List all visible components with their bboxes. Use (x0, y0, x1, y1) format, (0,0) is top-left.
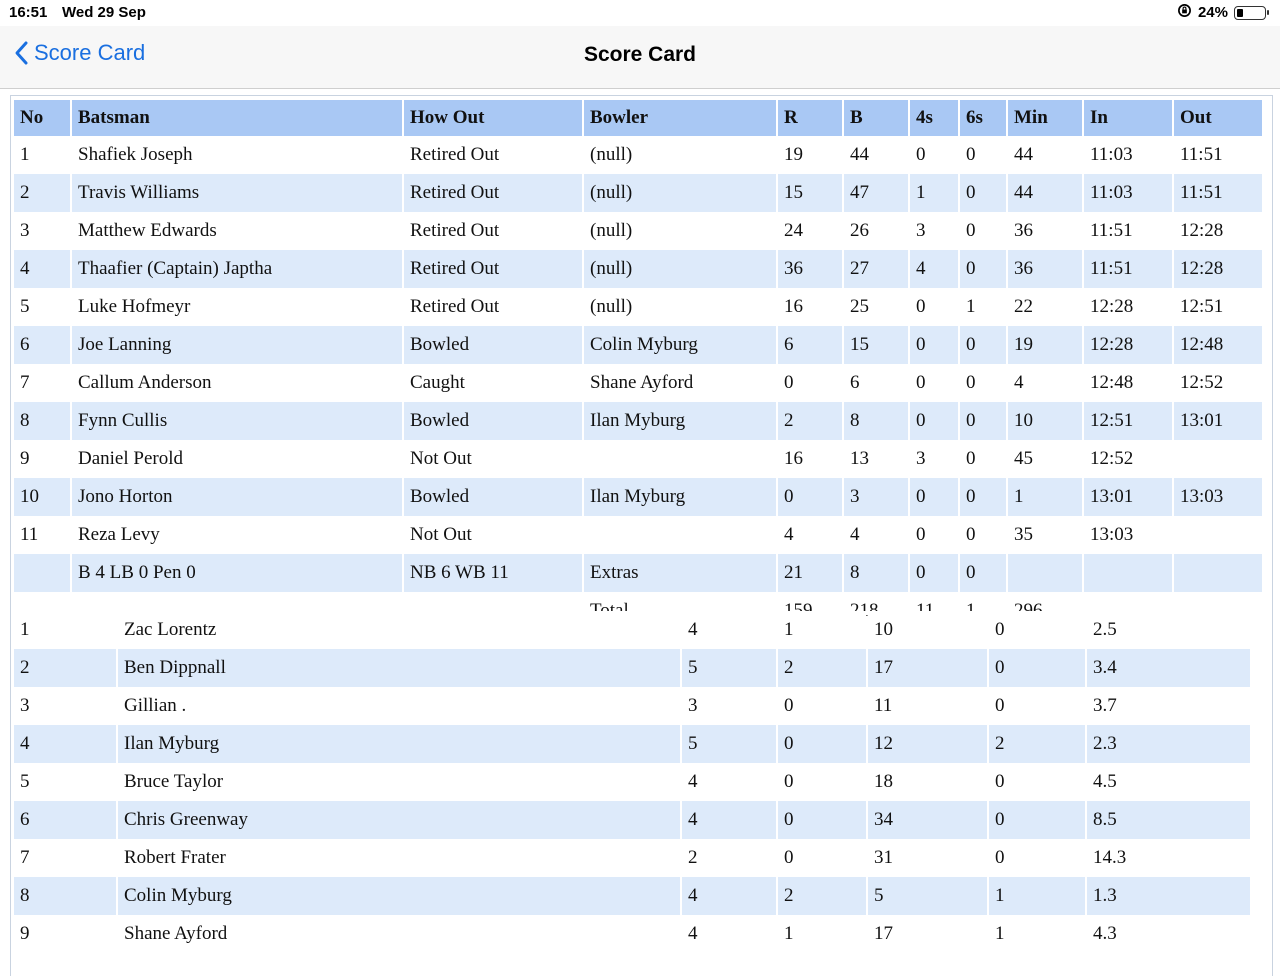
bowling-cell: 4 (682, 763, 776, 801)
batting-cell: Jono Horton (72, 478, 402, 516)
bowling-cell: 3 (14, 687, 116, 725)
batting-cell (1008, 554, 1082, 592)
batting-cell: Bowled (404, 326, 582, 364)
bowling-cell: 12 (868, 725, 987, 763)
column-header-in: In (1084, 100, 1172, 136)
column-header-batsman: Batsman (72, 100, 402, 136)
batting-cell: 0 (910, 288, 958, 326)
bowling-table (12, 611, 1252, 953)
bowling-cell: 5 (682, 725, 776, 763)
column-header-r: R (778, 100, 842, 136)
batting-cell: 26 (844, 212, 908, 250)
batting-cell: Retired Out (404, 212, 582, 250)
batting-cell: 4 (1008, 364, 1082, 402)
batting-cell: 8 (844, 554, 908, 592)
bowling-cell: 3.4 (1087, 649, 1250, 687)
batting-cell: Not Out (404, 516, 582, 554)
navigation-bar (0, 26, 1280, 89)
batting-cell: 5 (14, 288, 70, 326)
batting-cell: 44 (1008, 136, 1082, 174)
column-header-bowler: Bowler (584, 100, 776, 136)
bowling-cell: 1 (989, 877, 1085, 915)
batting-row (14, 136, 1262, 174)
batting-row (14, 174, 1262, 212)
bowling-cell: 3 (682, 687, 776, 725)
bowling-row (14, 877, 1250, 915)
batting-cell: 12:28 (1084, 326, 1172, 364)
batting-cell: 11:51 (1084, 250, 1172, 288)
batting-cell (1174, 440, 1262, 478)
batting-cell: 12:52 (1174, 364, 1262, 402)
batting-cell: 44 (1008, 174, 1082, 212)
batting-cell: 0 (910, 516, 958, 554)
bowling-cell: 2 (682, 839, 776, 877)
bowling-cell: 2.3 (1087, 725, 1250, 763)
batting-cell (1174, 516, 1262, 554)
batting-cell: 4 (778, 516, 842, 554)
bowling-cell: 0 (778, 763, 866, 801)
batting-cell: 6 (14, 326, 70, 364)
batting-cell: 11 (14, 516, 70, 554)
bowling-cell: 4 (682, 877, 776, 915)
batting-row (14, 288, 1262, 326)
bowling-cell: 0 (778, 839, 866, 877)
batting-cell: 0 (778, 478, 842, 516)
batting-cell: 10 (1008, 402, 1082, 440)
batting-cell: Retired Out (404, 250, 582, 288)
batting-cell: Callum Anderson (72, 364, 402, 402)
bowling-cell: 17 (868, 649, 987, 687)
batting-cell: 47 (844, 174, 908, 212)
batting-cell: 27 (844, 250, 908, 288)
batting-row (14, 250, 1262, 288)
batting-cell: 4 (910, 250, 958, 288)
batting-cell: 1 (14, 136, 70, 174)
batting-cell: 11:03 (1084, 174, 1172, 212)
bowling-cell: Zac Lorentz (118, 611, 680, 649)
batting-cell: 16 (778, 288, 842, 326)
bowling-cell: 0 (989, 763, 1085, 801)
rotation-lock-icon (1177, 3, 1192, 22)
bowling-cell: 7 (14, 839, 116, 877)
status-bar (0, 0, 1280, 26)
batting-cell: 12:48 (1084, 364, 1172, 402)
batting-cell: NB 6 WB 11 (404, 554, 582, 592)
batting-cell: Retired Out (404, 136, 582, 174)
batting-table (12, 100, 1264, 630)
bowling-row (14, 611, 1250, 649)
batting-row (14, 478, 1262, 516)
batting-cell: Ilan Myburg (584, 478, 776, 516)
column-header-4s: 4s (910, 100, 958, 136)
batting-cell: 0 (910, 478, 958, 516)
batting-cell: 7 (14, 364, 70, 402)
bowling-cell: Ben Dippnall (118, 649, 680, 687)
bowling-cell: 34 (868, 801, 987, 839)
batting-cell: 8 (844, 402, 908, 440)
batting-clip (0, 89, 1280, 609)
batting-cell: 0 (910, 554, 958, 592)
batting-cell: 0 (960, 478, 1006, 516)
bowling-cell: 4 (682, 801, 776, 839)
bowling-cell: 4 (682, 611, 776, 649)
batting-row (14, 402, 1262, 440)
bowling-cell: 0 (989, 649, 1085, 687)
batting-cell: 0 (960, 212, 1006, 250)
batting-cell: 45 (1008, 440, 1082, 478)
bowling-cell: 2 (778, 877, 866, 915)
batting-cell (1174, 554, 1262, 592)
batting-cell: 25 (844, 288, 908, 326)
scorecard-scroll-view[interactable] (0, 89, 1280, 960)
bowling-row (14, 839, 1250, 877)
batting-cell: 1 (910, 174, 958, 212)
bowling-cell: 4.5 (1087, 763, 1250, 801)
batting-cell: 0 (960, 136, 1006, 174)
batting-cell: 3 (844, 478, 908, 516)
batting-body (14, 136, 1262, 630)
batting-cell: 22 (1008, 288, 1082, 326)
bowling-cell: 17 (868, 915, 987, 953)
batting-cell (1084, 554, 1172, 592)
batting-cell: 3 (910, 212, 958, 250)
bowling-cell: 5 (682, 649, 776, 687)
batting-cell (584, 516, 776, 554)
bowling-cell: Chris Greenway (118, 801, 680, 839)
batting-cell: 12:28 (1084, 288, 1172, 326)
bowling-cell: Bruce Taylor (118, 763, 680, 801)
batting-cell: 0 (960, 516, 1006, 554)
batting-cell: 0 (960, 326, 1006, 364)
batting-cell: 19 (1008, 326, 1082, 364)
batting-cell: 36 (1008, 212, 1082, 250)
bowling-cell: 8.5 (1087, 801, 1250, 839)
bowling-cell: 3.7 (1087, 687, 1250, 725)
batting-cell: Retired Out (404, 174, 582, 212)
batting-cell: 0 (960, 554, 1006, 592)
bowling-body (14, 611, 1250, 953)
batting-cell: 35 (1008, 516, 1082, 554)
batting-cell: 24 (778, 212, 842, 250)
batting-cell: 0 (910, 402, 958, 440)
batting-cell: Bowled (404, 402, 582, 440)
bowling-cell: 8 (14, 877, 116, 915)
batting-cell: 6 (844, 364, 908, 402)
batting-cell: Travis Williams (72, 174, 402, 212)
batting-cell: 0 (960, 402, 1006, 440)
batting-cell: 0 (960, 250, 1006, 288)
batting-cell (584, 440, 776, 478)
batting-cell (14, 554, 70, 592)
batting-cell: Retired Out (404, 288, 582, 326)
bowling-cell: 2 (778, 649, 866, 687)
batting-cell: Thaafier (Captain) Japtha (72, 250, 402, 288)
batting-cell: 13:01 (1084, 478, 1172, 516)
column-header-b: B (844, 100, 908, 136)
bowling-cell: 18 (868, 763, 987, 801)
bowling-cell: 0 (778, 801, 866, 839)
batting-cell: 10 (14, 478, 70, 516)
batting-cell: (null) (584, 136, 776, 174)
batting-cell: Joe Lanning (72, 326, 402, 364)
bowling-cell: 5 (14, 763, 116, 801)
batting-cell: 12:52 (1084, 440, 1172, 478)
batting-cell: 13 (844, 440, 908, 478)
bowling-cell: Shane Ayford (118, 915, 680, 953)
column-header-out: Out (1174, 100, 1262, 136)
batting-cell: 11:51 (1174, 136, 1262, 174)
bowling-cell: 1 (989, 915, 1085, 953)
column-header-no: No (14, 100, 70, 136)
batting-cell: 12:48 (1174, 326, 1262, 364)
column-header-min: Min (1008, 100, 1082, 136)
bowling-cell: 10 (868, 611, 987, 649)
batting-cell: 15 (844, 326, 908, 364)
batting-cell: 6 (778, 326, 842, 364)
batting-cell: Shane Ayford (584, 364, 776, 402)
batting-cell: (null) (584, 212, 776, 250)
batting-cell: 11:51 (1174, 174, 1262, 212)
batting-cell: 15 (778, 174, 842, 212)
batting-cell: 44 (844, 136, 908, 174)
bowling-row (14, 763, 1250, 801)
bowling-cell: 1.3 (1087, 877, 1250, 915)
bowling-row (14, 725, 1250, 763)
batting-cell: 3 (910, 440, 958, 478)
batting-cell: B 4 LB 0 Pen 0 (72, 554, 402, 592)
bowling-cell: 0 (778, 725, 866, 763)
bowling-cell: Gillian . (118, 687, 680, 725)
batting-cell: 12:28 (1174, 250, 1262, 288)
bowling-cell: 1 (778, 611, 866, 649)
batting-cell: (null) (584, 250, 776, 288)
batting-cell: 4 (14, 250, 70, 288)
batting-cell: 0 (910, 364, 958, 402)
bowling-cell: 1 (778, 915, 866, 953)
batting-cell: 0 (960, 364, 1006, 402)
batting-cell: Matthew Edwards (72, 212, 402, 250)
batting-cell: 0 (960, 174, 1006, 212)
bowling-cell: 31 (868, 839, 987, 877)
bowling-cell: 11 (868, 687, 987, 725)
bowling-cell: 6 (14, 801, 116, 839)
batting-row (14, 364, 1262, 402)
batting-row (14, 516, 1262, 554)
batting-cell: Bowled (404, 478, 582, 516)
batting-cell: 0 (910, 136, 958, 174)
batting-cell: Daniel Perold (72, 440, 402, 478)
batting-row (14, 440, 1262, 478)
batting-cell: 13:03 (1174, 478, 1262, 516)
batting-cell: (null) (584, 288, 776, 326)
bowling-cell: Robert Frater (118, 839, 680, 877)
bowling-cell: 4.3 (1087, 915, 1250, 953)
batting-cell: Fynn Cullis (72, 402, 402, 440)
column-header-6s: 6s (960, 100, 1006, 136)
bowling-row (14, 801, 1250, 839)
batting-cell: 3 (14, 212, 70, 250)
batting-row (14, 326, 1262, 364)
bowling-row (14, 649, 1250, 687)
batting-cell: 13:01 (1174, 402, 1262, 440)
status-right (1177, 3, 1266, 22)
bowling-cell: 0 (989, 611, 1085, 649)
batting-cell: 0 (910, 326, 958, 364)
bowling-cell: 2.5 (1087, 611, 1250, 649)
batting-row (14, 212, 1262, 250)
bowling-cell: Colin Myburg (118, 877, 680, 915)
batting-cell: 19 (778, 136, 842, 174)
batting-cell: 21 (778, 554, 842, 592)
batting-cell: Ilan Myburg (584, 402, 776, 440)
batting-cell: Reza Levy (72, 516, 402, 554)
batting-cell: Caught (404, 364, 582, 402)
batting-cell: Colin Myburg (584, 326, 776, 364)
batting-cell: (null) (584, 174, 776, 212)
batting-cell: Shafiek Joseph (72, 136, 402, 174)
batting-cell: 8 (14, 402, 70, 440)
bowling-cell: 9 (14, 915, 116, 953)
bowling-cell: 0 (778, 687, 866, 725)
battery-level (1237, 9, 1243, 17)
batting-row (14, 554, 1262, 592)
batting-cell: Luke Hofmeyr (72, 288, 402, 326)
bowling-cell: 5 (868, 877, 987, 915)
bowling-cell: 4 (14, 725, 116, 763)
batting-cell: 1 (960, 288, 1006, 326)
batting-cell: 16 (778, 440, 842, 478)
battery-icon (1234, 6, 1266, 20)
status-time: 16:51 (9, 4, 48, 21)
bowling-cell: 0 (989, 801, 1085, 839)
bowling-cell: 14.3 (1087, 839, 1250, 877)
batting-cell: 2 (778, 402, 842, 440)
batting-cell: 12:28 (1174, 212, 1262, 250)
batting-cell: 12:51 (1174, 288, 1262, 326)
column-header-how-out: How Out (404, 100, 582, 136)
batting-cell: 2 (14, 174, 70, 212)
bowling-cell: 0 (989, 839, 1085, 877)
battery-percent: 24% (1197, 4, 1228, 21)
batting-cell: 12:51 (1084, 402, 1172, 440)
batting-cell: 36 (778, 250, 842, 288)
batting-cell: 4 (844, 516, 908, 554)
batting-cell: 36 (1008, 250, 1082, 288)
batting-cell: 1 (1008, 478, 1082, 516)
batting-header-row (14, 100, 1262, 136)
batting-cell: 13:03 (1084, 516, 1172, 554)
bowling-cell: 2 (989, 725, 1085, 763)
batting-cell: Not Out (404, 440, 582, 478)
bowling-row (14, 915, 1250, 953)
batting-cell: 11:51 (1084, 212, 1172, 250)
batting-cell: 0 (960, 440, 1006, 478)
bowling-cell: 2 (14, 649, 116, 687)
batting-cell: 9 (14, 440, 70, 478)
batting-cell: 0 (778, 364, 842, 402)
status-date: Wed 29 Sep (62, 4, 146, 21)
page-title: Score Card (583, 43, 697, 66)
batting-cell: Extras (584, 554, 776, 592)
bowling-row (14, 687, 1250, 725)
batting-cell: 11:03 (1084, 136, 1172, 174)
bowling-cell: Ilan Myburg (118, 725, 680, 763)
bowling-cell: 1 (14, 611, 116, 649)
back-button-label: Score Card (34, 40, 146, 65)
bowling-cell: 4 (682, 915, 776, 953)
bowling-cell: 0 (989, 687, 1085, 725)
